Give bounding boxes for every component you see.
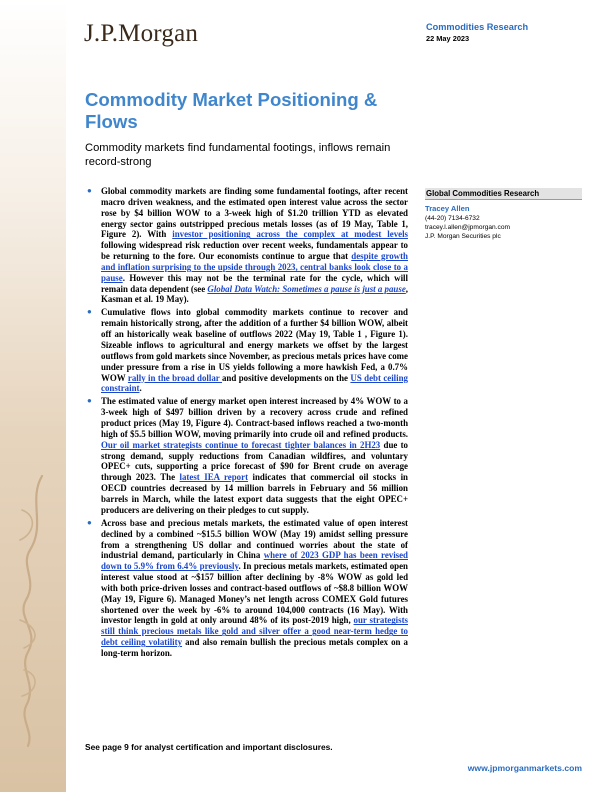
bullet-dot-icon: ● bbox=[87, 396, 92, 406]
analyst-panel-heading: Global Commodities Research bbox=[425, 188, 582, 200]
bullet-text: . bbox=[139, 383, 142, 394]
bullet-paragraph bbox=[86, 396, 408, 515]
decorative-sidebar bbox=[0, 0, 66, 792]
inline-link[interactable]: rally in the broad dollar bbox=[127, 372, 222, 383]
bullet-text: Global commodity markets are finding some fundamental footings, after recent macro driven weakness, and the estimated open interest value across the sector rose by $4 billion WOW to a 3-week high of $1.20 trillion YTD as elevated energy sector gains outstripped precious metals losses (as of 19 May, Table 1, Figure 2). With bbox=[101, 186, 408, 240]
analyst-name: Tracey Allen bbox=[425, 204, 470, 213]
page-subtitle: Commodity markets find fundamental footings, inflows remain record-strong bbox=[85, 142, 391, 168]
analyst-firm: J.P. Morgan Securities plc bbox=[425, 233, 501, 240]
report-date: 22 May 2023 bbox=[426, 34, 470, 43]
bullet-paragraph bbox=[86, 518, 408, 659]
inline-link[interactable]: latest IEA report bbox=[179, 472, 249, 483]
bullet-text: indicates that commercial oil stocks in OECD countries decreased by 14 million barrels in February and 56 million barrels in March, while the latest export data suggests that the eight OPEC+ producers are delivering on their pledges to cut supply. bbox=[101, 472, 408, 515]
inline-link[interactable]: Our oil market strategists continue to forecast tighter balances in 2H23 bbox=[101, 439, 381, 450]
bullet-text: . In precious metals markets, estimated open interest value stood at ~$157 billion after declining by -8% WOW as gold led with both price-driven losses and contract-based outflows of ~$8.8 billion WOW (May 19, Figure 6). Managed Money’s net length across COMEX Gold futures shortened over the week by -6% to around 104,000 contracts (16 May). With investor length in gold at only around 48% of its post-2019 high, bbox=[101, 561, 408, 626]
bullet-dot-icon: ● bbox=[87, 517, 92, 527]
report-body bbox=[86, 186, 408, 661]
analyst-email[interactable]: tracey.l.allen@jpmorgan.com bbox=[425, 224, 510, 231]
inline-link[interactable]: Global Data Watch: Sometimes a pause is just a pause bbox=[207, 283, 406, 294]
footer-link[interactable]: www.jpmorganmarkets.com bbox=[467, 763, 582, 773]
analyst-panel bbox=[425, 188, 582, 240]
bullet-paragraph bbox=[86, 186, 408, 305]
bullet-text: and also remain bullish the precious metals complex on a long-term horizon. bbox=[101, 637, 408, 658]
report-header bbox=[426, 22, 528, 43]
inline-link[interactable]: despite growth and inflation surprising to the upside through 2023, central banks look close to a pause bbox=[101, 251, 408, 283]
bullet-dot-icon: ● bbox=[87, 307, 92, 317]
inline-link[interactable]: our strategists still think precious metals like gold and silver offer a good near-term hedge to debt ceiling volatility bbox=[101, 615, 408, 648]
bullet-paragraph bbox=[86, 307, 408, 394]
analyst-phone: (44-20) 7134-6732 bbox=[425, 215, 480, 222]
inline-link[interactable]: where of 2023 GDP has been revised down to 5.9% from 6.4% previously bbox=[101, 550, 408, 572]
section-label: Commodities Research bbox=[426, 22, 529, 32]
bullet-text: and positive developments on the bbox=[221, 372, 351, 383]
bullet-dot-icon: ● bbox=[87, 186, 92, 195]
inline-link[interactable]: US debt ceiling constraint bbox=[101, 372, 408, 394]
bullet-text: following widespread risk reduction over recent weeks, fundamentals appear to be returning to the fore. Our economists continue to argue that bbox=[101, 240, 408, 262]
inline-link[interactable]: investor positioning across the complex at modest levels bbox=[172, 229, 408, 240]
bullet-text: , Kasman et al. 19 May). bbox=[101, 283, 408, 305]
disclosure-note: See page 9 for analyst certification and important disclosures. bbox=[85, 742, 333, 752]
bullet-text: Cumulative flows into global commodity markets continue to recover and remain historically strong, after the addition of a further $4 billion WOW, albeit off an historically weak baseline of outflows 2022 (May 19, Table 1 , Figure 1). Sizeable inflows to agricultural and energy markets we offset by the largest outflows from gold markets since November, as precious metals prices have come under pressure from a rise in US yields following a more hawkish Fed, a 0.7% WOW bbox=[101, 307, 408, 383]
jp-morgan-logo: J.P.Morgan bbox=[84, 20, 199, 47]
bullet-text: Across base and precious metals markets, the estimated value of open interest declined by a combined ~$15.5 billion WOW (May 19) amidst selling pressure from a strengthening US dollar and continued worries about the state of industrial demand, particularly in China bbox=[101, 517, 408, 561]
bullet-text: The estimated value of energy market open interest increased by 4% WOW to a 3-week high of $497 billion driven by a recovery across crude and refined product prices (May 19, Figure 4). Contract-based inflows reached a two-month high of $5.5 billion WOW, moving primarily into crude oil and refined products. bbox=[101, 396, 408, 439]
bullet-text: due to strong demand, supply reductions from Canadian wildfires, and voluntary OPEC+ cuts, supporting a price forecast of $90 for Brent crude on average through 2023. The bbox=[101, 439, 408, 483]
bullet-text: . However this may not be the terminal rate for the cycle, which will remain data dependent (see bbox=[101, 272, 408, 294]
page-title: Commodity Market Positioning & Flows bbox=[85, 89, 378, 132]
jp-morgan-signature-watermark bbox=[8, 470, 58, 750]
